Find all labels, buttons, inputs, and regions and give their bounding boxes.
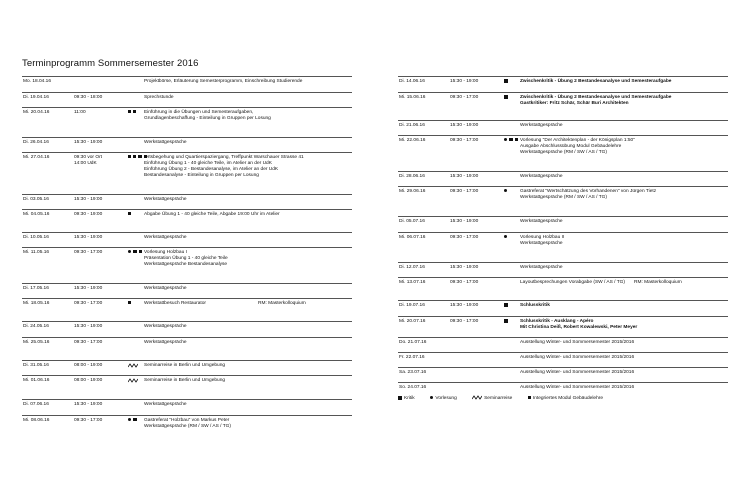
row-time: 09:30 - 17:00 (74, 340, 103, 345)
schedule-row (22, 399, 352, 407)
row-icons (128, 212, 144, 218)
schedule-row (22, 415, 352, 429)
integriert-icon (138, 155, 141, 158)
row-description (144, 250, 349, 268)
row-line: Grundlagenbeschaffung - Einteilung in Gruppen per Losung (144, 116, 271, 121)
row-date: Mi. 29.06.16 (399, 189, 426, 194)
vorlesung-icon (504, 138, 507, 141)
row-line: Seminarreise in Berlin und Umgebung (144, 378, 226, 383)
legend-integriert (528, 396, 603, 401)
row-line: Ausstellung Winter- und Sommersemester 2015/2016 (520, 385, 635, 390)
row-line: Mit Christina Deiß, Robert Kowalewski, Peter Meyer (520, 325, 638, 330)
row-line: Werkstattgespräche (RM / SW / AS / TG) (520, 150, 607, 155)
row-date: Di. 10.05.16 (23, 235, 49, 240)
row-line: Vorlesung Holzbau II (520, 235, 565, 240)
row-icons (128, 418, 144, 424)
schedule-row (22, 360, 352, 368)
row-description (144, 140, 349, 146)
schedule-row (398, 120, 728, 128)
row-description (520, 189, 725, 201)
row-icons (128, 110, 144, 116)
row-time: 15:30 - 19:00 (74, 197, 103, 202)
row-icons (128, 378, 144, 385)
row-description (520, 370, 725, 376)
row-description (144, 286, 349, 292)
row-date: So. 24.07.16 (399, 385, 427, 390)
row-icons (504, 138, 520, 144)
row-line: Vorlesung Holzbau I (144, 250, 187, 255)
schedule-row (398, 135, 728, 155)
schedule-row (22, 107, 352, 121)
row-line: Schlusskritik (520, 303, 550, 308)
row-date: Di. 19.07.16 (399, 303, 425, 308)
schedule-row (398, 92, 728, 106)
row-icons (504, 319, 520, 325)
integriert-icon (133, 155, 136, 158)
row-date: Di. 28.06.16 (399, 174, 425, 179)
schedule-row (398, 76, 728, 84)
row-date: Di. 19.04.16 (23, 95, 49, 100)
schedule-row (22, 298, 352, 306)
integriert-icon (509, 138, 512, 141)
row-description (520, 303, 725, 309)
row-line: Werkstattgespräche (520, 219, 563, 224)
row-note: RM: Masterkolloquium (258, 301, 306, 306)
schedule-row (398, 316, 728, 330)
row-icons (128, 301, 144, 307)
row-date: Mi. 08.06.16 (23, 418, 50, 423)
row-line: Ausstellung Winter- und Sommersemester 2015/2016 (520, 370, 635, 375)
schedule-row (22, 375, 352, 383)
schedule-row (22, 152, 352, 178)
row-line: Gastreferat "Wertschätzung des Vorhandenen" von Jürgen Tietz (520, 189, 657, 194)
row-date: Di. 14.06.16 (399, 79, 425, 84)
integriert-icon (133, 110, 136, 113)
row-date: Fr. 22.07.16 (399, 355, 425, 360)
row-line: Ausstellung Winter- und Sommersemester 2015/2016 (520, 340, 635, 345)
schedule-row (398, 300, 728, 308)
row-time: 09:30 - 19:00 (74, 212, 103, 217)
row-line: Projektbörse, Erläuterung Semesterprogramm, Einschreibung Studierende (144, 79, 303, 84)
vorlesung-icon (504, 189, 507, 192)
schedule-row (398, 171, 728, 179)
integriert-icon (133, 418, 136, 421)
row-time: 09:30 - 17:00 (450, 319, 479, 324)
row-time: 15:30 - 19:00 (450, 174, 479, 179)
row-date: Mi. 15.06.16 (399, 95, 426, 100)
row-icons (504, 189, 520, 195)
row-time: 09:30 - 17:00 (450, 235, 479, 240)
row-description (520, 385, 725, 391)
vorlesung-icon (430, 396, 433, 399)
row-line: Ortsbegehung und Quartierspaziergang, Treffpunkt Warschauer Strasse 41 (144, 155, 304, 160)
row-line: Ausstellung Winter- und Sommersemester 2015/2016 (520, 355, 635, 360)
schedule-row (22, 194, 352, 202)
legend (398, 395, 617, 401)
legend-kritik-label: Kritik (404, 395, 415, 401)
row-line: Abgabe Übung 1 - 40 gleiche Teile, Abgabe 19:00 Uhr im Atelier (144, 212, 280, 217)
row-date: Mi. 11.05.16 (23, 250, 50, 255)
row-description (144, 110, 349, 122)
kritik-icon (504, 79, 508, 83)
integriert-icon (128, 212, 131, 215)
row-line: Bestandesanalyse - Einteilung in Gruppen per Losung (144, 173, 259, 178)
row-date: Mi. 20.04.16 (23, 110, 50, 115)
row-line: Sprechstunde (144, 95, 174, 100)
row-date: Mi. 25.05.16 (23, 340, 50, 345)
row-description (520, 138, 725, 156)
vorlesung-icon (504, 235, 507, 238)
row-date: Di. 12.07.16 (399, 265, 425, 270)
schedule-row (398, 262, 728, 270)
integriert-icon (528, 396, 531, 399)
row-line: Gastreferat "Holzbau" von Markus Peter (144, 418, 230, 423)
page-title: Terminprogramm Sommersemester 2016 (22, 58, 199, 69)
row-time: 15:30 - 19:00 (74, 235, 103, 240)
row-time: 09:30 - 17:00 (450, 189, 479, 194)
row-line: Werkstattgespräche (520, 265, 563, 270)
schedule-row (22, 247, 352, 267)
row-description (520, 79, 725, 85)
schedule-row (398, 277, 728, 285)
row-line: Werkstattgespräche (144, 235, 187, 240)
schedule-row (22, 137, 352, 145)
row-date: Mi. 04.05.16 (23, 212, 50, 217)
row-description (144, 340, 349, 346)
row-line: Präsentation Übung 1 - 40 gleiche Teile (144, 256, 228, 261)
schedule-row (398, 216, 728, 224)
schedule-row (398, 337, 728, 345)
kritik-icon (504, 319, 508, 323)
row-time: 15:30 - 19:00 (450, 303, 479, 308)
row-line: Layoutbesprechungen Vorabgabe (SW / AS / TG) (520, 280, 625, 285)
row-date: Mi. 13.07.16 (399, 280, 426, 285)
kritik-icon (504, 303, 508, 307)
row-date: Di. 26.04.16 (23, 140, 49, 145)
row-date: Mi. 06.07.16 (399, 235, 426, 240)
legend-kritik (398, 396, 415, 401)
row-time: 09:30 - 17:00 (450, 280, 479, 285)
row-time: 09:30 - 17:00 (450, 95, 479, 100)
row-date: Do. 21.07.16 (399, 340, 427, 345)
row-description (144, 235, 349, 241)
row-line: Werkstattgespräche (RM / SW / AS / TG) (144, 424, 231, 429)
row-line: Werkstattbesuch Restaurator (144, 301, 207, 306)
kritik-icon (504, 95, 508, 99)
vorlesung-icon (128, 418, 131, 421)
row-time: 15:30 - 19:00 (450, 79, 479, 84)
seminarreise-icon (472, 395, 482, 400)
vorlesung-icon (128, 250, 131, 253)
row-date: Di. 24.05.16 (23, 324, 49, 329)
row-line: Werkstattgespräche (144, 340, 187, 345)
schedule-row (22, 92, 352, 100)
row-line: Werkstattgespräche (520, 123, 563, 128)
row-date: Di. 21.06.16 (399, 123, 425, 128)
row-date: Di. 17.05.16 (23, 286, 49, 291)
row-line: Ausgabe Abschlussübung Modul Gebäudelehre (520, 144, 622, 149)
row-description (520, 174, 725, 180)
legend-vorlesung-label: Vorlesung (435, 395, 457, 401)
row-description (520, 235, 725, 247)
row-time: 09:30 - 17:00 (74, 301, 103, 306)
row-line: Werkstattgespräche (144, 197, 187, 202)
row-time: 15:30 - 19:00 (74, 286, 103, 291)
row-line: Werkstattgespräche (144, 140, 187, 145)
row-date: Di. 07.06.16 (23, 402, 49, 407)
row-date: Sa. 23.07.16 (399, 370, 427, 375)
row-icons (128, 363, 144, 370)
row-line: Einführung Übung 2 - Bestandesanalyse, im Atelier an der UdK (144, 167, 279, 172)
schedule-row (22, 232, 352, 240)
seminarreise-icon (128, 363, 138, 368)
row-date: Di. 31.05.16 (23, 363, 49, 368)
row-time: 09:30 - 18:00 (74, 95, 103, 100)
row-time: 09:30 - 17:00 (74, 418, 103, 423)
integriert-icon (133, 250, 136, 253)
row-time: 15:30 - 19:00 (450, 219, 479, 224)
legend-integriert-label: Integriertes Modul Gebäudelehre (532, 395, 604, 401)
row-description (520, 355, 725, 361)
row-line: Werkstattgespräche (RM / SW / AS / TG) (520, 195, 607, 200)
row-icons (504, 79, 520, 85)
row-note: RM: Masterkolloquium (634, 280, 682, 285)
schedule-row (398, 352, 728, 360)
row-time: 08:00 - 19:00 (74, 378, 103, 383)
row-description (144, 402, 349, 408)
row-line: Zwischenkritik - Übung 2 Bestandesanalyse und Semesteraufgabe (520, 95, 672, 100)
integriert-icon (515, 138, 518, 141)
row-description (520, 319, 725, 331)
row-line: Vorlesung "Der Architektenplan - der Königsplan 1:50" (520, 138, 635, 143)
row-description (520, 219, 725, 225)
schedule-row (22, 337, 352, 345)
row-description (144, 95, 349, 101)
row-date: Di. 03.05.16 (23, 197, 49, 202)
seminarreise-icon (128, 378, 138, 383)
row-line: Werkstattgespräche (520, 174, 563, 179)
row-icons (504, 95, 520, 101)
row-line: Werkstattgespräche (144, 286, 187, 291)
row-date: Mi. 18.05.16 (23, 301, 50, 306)
row-time: 15:30 - 19:00 (74, 140, 103, 145)
schedule-row (398, 382, 728, 390)
schedule-row (22, 283, 352, 291)
legend-vorlesung (430, 396, 457, 401)
row-description (520, 340, 725, 346)
row-line: Schlusskritik - Ausklang - Apéro (520, 319, 594, 324)
schedule-row (22, 321, 352, 329)
row-time: 09:30 vor Ort 14:00 UdK (74, 155, 102, 166)
row-description (144, 212, 349, 218)
row-line: Werkstattgespräche (144, 402, 187, 407)
row-icons (128, 155, 144, 161)
row-description (520, 280, 725, 286)
integriert-icon (128, 155, 131, 158)
row-line: Einführung in die Übungen und Semesteraufgaben, (144, 110, 254, 115)
row-description (144, 418, 349, 430)
row-date: Mi. 27.04.16 (23, 155, 50, 160)
row-date: Mo. 18.04.16 (23, 79, 52, 84)
row-time: 15:30 - 19:00 (74, 324, 103, 329)
schedule-row (398, 232, 728, 246)
schedule-row (22, 209, 352, 217)
legend-seminarreise-label: Seminarreise (484, 395, 513, 401)
legend-seminarreise (472, 396, 512, 401)
row-date: Mi. 20.07.16 (399, 319, 426, 324)
kritik-icon (398, 396, 402, 400)
integriert-icon (139, 250, 142, 253)
row-line: Werkstattgespräche (144, 324, 187, 329)
row-description (144, 155, 349, 179)
row-description (144, 301, 349, 307)
row-time: 15:30 - 19:00 (450, 265, 479, 270)
row-line: Gastkritiker: Fritz Schär, Schär Buri Architekten (520, 101, 629, 106)
row-time: 09:30 - 17:00 (450, 138, 479, 143)
row-time: 15:30 - 19:00 (74, 402, 103, 407)
row-description (144, 79, 349, 85)
row-description (144, 324, 349, 330)
row-time: 09:30 - 17:00 (74, 250, 103, 255)
row-icons (504, 303, 520, 309)
row-date: Di. 05.07.16 (399, 219, 425, 224)
integriert-icon (128, 301, 131, 304)
row-description (520, 95, 725, 107)
row-icons (128, 250, 144, 256)
schedule-row (22, 76, 352, 84)
schedule-row (398, 186, 728, 200)
row-line: Seminarreise in Berlin und Umgebung (144, 363, 226, 368)
row-description (144, 197, 349, 203)
row-description (144, 363, 349, 369)
row-line: Zwischenkritik - Übung 2 Bestandesanalyse und Semesteraufgabe (520, 79, 672, 84)
row-description (520, 123, 725, 129)
integriert-icon (128, 110, 131, 113)
row-line: Werkstattgespräche Bestandesanalyse (144, 262, 228, 267)
row-time: 15:30 - 19:00 (450, 123, 479, 128)
schedule-row (398, 367, 728, 375)
row-description (520, 265, 725, 271)
row-description (144, 378, 349, 384)
row-icons (504, 235, 520, 241)
row-line: Werkstattgespräche (520, 241, 563, 246)
row-date: Mi. 22.06.16 (399, 138, 426, 143)
row-time: 11:00 (74, 110, 86, 115)
row-date: Mi. 01.06.16 (23, 378, 50, 383)
row-time: 08:00 - 19:00 (74, 363, 103, 368)
row-line: Einführung Übung 1 - 40 gleiche Teile, im Atelier an der UdK (144, 161, 272, 166)
